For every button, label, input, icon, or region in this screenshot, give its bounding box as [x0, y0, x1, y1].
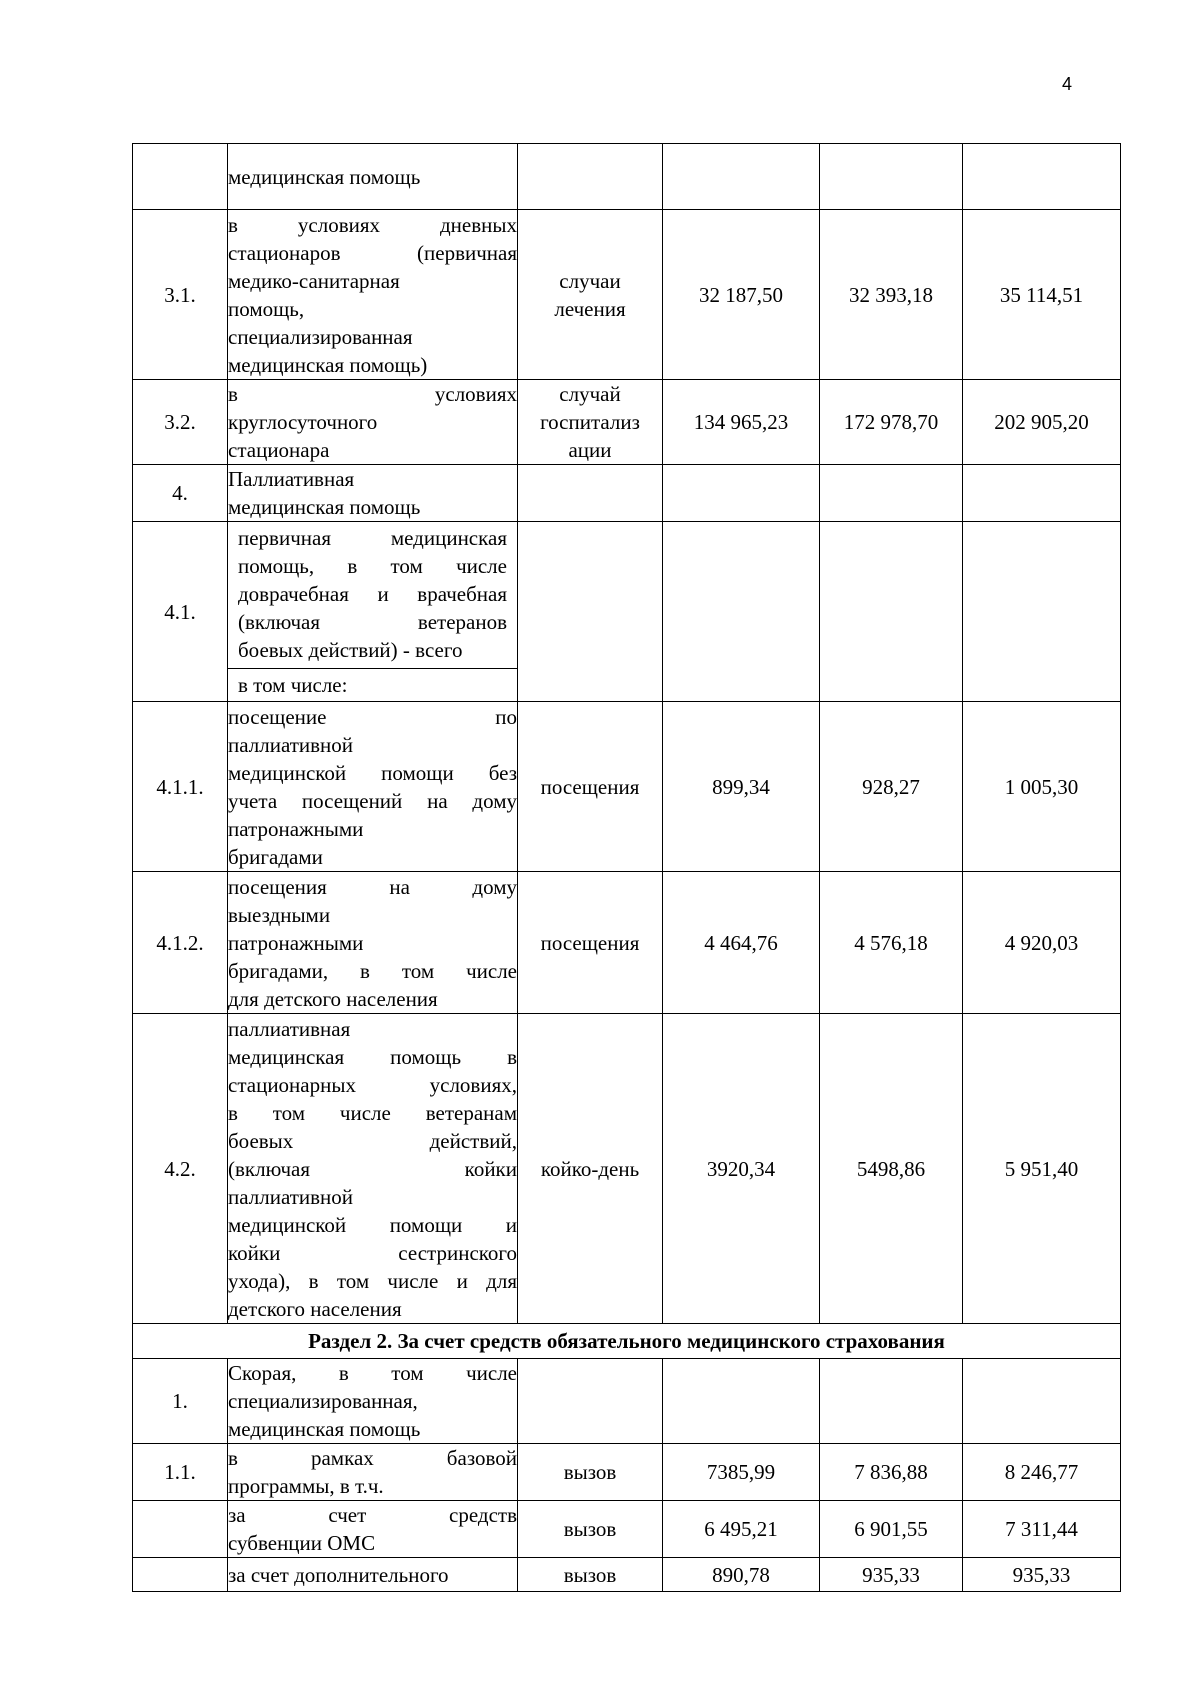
text-line: медицинская помощь в [228, 1044, 517, 1069]
text-line: стационаров (первичная [228, 240, 517, 265]
value-year-1: 890,78 [663, 1558, 820, 1592]
row-number [133, 1558, 228, 1592]
text-line: за счет средств [228, 1503, 517, 1527]
value-year-3: 935,33 [963, 1558, 1121, 1592]
unit-cell [518, 1014, 663, 1324]
text-line: за счет дополнительного [228, 1562, 449, 1587]
unit-line: случай [559, 382, 621, 406]
value-year-2: 4 576,18 [820, 872, 963, 1014]
value-year-2 [820, 144, 963, 210]
row-number: 3.1. [133, 210, 228, 380]
row-description [228, 1444, 518, 1501]
text-line: в том числе ветеранам [228, 1100, 517, 1125]
subheading: в том числе: [238, 673, 348, 697]
text-line: выездными [228, 902, 331, 927]
section-row [133, 1324, 1121, 1359]
unit-line: вызов [563, 1562, 617, 1587]
row-description [228, 1014, 518, 1324]
table-row [133, 1444, 1121, 1501]
table-row [133, 1014, 1121, 1324]
unit-cell [518, 1501, 663, 1558]
text-line: медицинская помощь [228, 1417, 421, 1441]
tariff-table [132, 143, 1121, 1592]
row-description [228, 1501, 518, 1558]
value-year-1 [663, 522, 820, 702]
text-line: Скорая, в том числе [228, 1361, 517, 1385]
text-line: патронажными [228, 930, 364, 955]
value-year-2 [820, 465, 963, 522]
row-description [228, 872, 518, 1014]
text-line: медико-санитарная [228, 268, 400, 293]
table-row [133, 522, 1121, 702]
text-line: помощь, [228, 296, 305, 321]
text-line: в рамках базовой [228, 1446, 517, 1470]
value-year-3: 202 905,20 [963, 380, 1121, 465]
text-line: боевых действий) - всего [238, 638, 463, 662]
text-line: субвенции ОМС [228, 1531, 376, 1555]
page-number: 4 [1062, 74, 1073, 94]
value-year-3: 5 951,40 [963, 1014, 1121, 1324]
row-description [228, 1558, 518, 1592]
unit-cell [518, 144, 663, 210]
unit-line: вызов [563, 1517, 617, 1541]
unit-line: случаи [559, 268, 621, 293]
value-year-1: 4 464,76 [663, 872, 820, 1014]
value-year-1: 6 495,21 [663, 1501, 820, 1558]
text-line: боевых действий, [228, 1128, 517, 1153]
text-line: медицинской помощи без [228, 760, 517, 785]
value-year-1: 32 187,50 [663, 210, 820, 380]
table-row [133, 465, 1121, 522]
value-year-1: 134 965,23 [663, 380, 820, 465]
row-description [228, 522, 518, 702]
text-line: посещение по [228, 704, 517, 729]
value-year-2 [820, 1359, 963, 1444]
unit-cell [518, 465, 663, 522]
text-line: стационара [228, 438, 330, 462]
row-number [133, 1501, 228, 1558]
unit-cell [518, 210, 663, 380]
row-number: 4.1.2. [133, 872, 228, 1014]
text-line: специализированная, [228, 1389, 418, 1413]
text-line: стационарных условиях, [228, 1072, 517, 1097]
value-year-1: 899,34 [663, 702, 820, 872]
unit-cell [518, 1444, 663, 1501]
row-description [228, 1359, 518, 1444]
row-number: 1. [133, 1359, 228, 1444]
value-year-3: 4 920,03 [963, 872, 1121, 1014]
value-year-1 [663, 465, 820, 522]
text-line: (включая койки [228, 1156, 517, 1181]
unit-cell [518, 702, 663, 872]
unit-cell [518, 1359, 663, 1444]
row-number: 4.1. [133, 522, 228, 702]
value-year-2: 172 978,70 [820, 380, 963, 465]
row-description [228, 465, 518, 522]
row-number: 4.1.1. [133, 702, 228, 872]
value-year-2: 935,33 [820, 1558, 963, 1592]
value-year-2: 32 393,18 [820, 210, 963, 380]
value-year-2: 7 836,88 [820, 1444, 963, 1501]
text-line: медицинская помощь [228, 495, 421, 519]
unit-line: вызов [563, 1460, 617, 1484]
table-row [133, 144, 1121, 210]
unit-line: койко-день [540, 1156, 640, 1181]
value-year-1: 3920,34 [663, 1014, 820, 1324]
text-line: паллиативной [228, 732, 354, 757]
value-year-3: 1 005,30 [963, 702, 1121, 872]
table-row [133, 872, 1121, 1014]
value-year-3: 35 114,51 [963, 210, 1121, 380]
row-description [228, 144, 518, 210]
unit-cell [518, 1558, 663, 1592]
text-line: бригадами, в том числе [228, 958, 517, 983]
text-line: (включая ветеранов [238, 610, 507, 634]
value-year-2: 928,27 [820, 702, 963, 872]
value-year-3 [963, 522, 1121, 702]
text-line: учета посещений на дому [228, 788, 517, 813]
unit-line: посещения [540, 930, 640, 955]
value-year-2 [820, 522, 963, 702]
value-year-2: 6 901,55 [820, 1501, 963, 1558]
text-line: паллиативная [228, 1016, 351, 1041]
text-line: помощь, в том числе [238, 554, 507, 578]
value-year-1 [663, 144, 820, 210]
unit-cell [518, 522, 663, 702]
text-line: Паллиативная [228, 467, 355, 491]
text-line: ухода), в том числе и для [228, 1268, 517, 1293]
text-line: медицинской помощи и [228, 1212, 517, 1237]
value-year-3: 8 246,77 [963, 1444, 1121, 1501]
table-row [133, 210, 1121, 380]
table-row [133, 380, 1121, 465]
value-year-3: 7 311,44 [963, 1501, 1121, 1558]
table-row [133, 1359, 1121, 1444]
row-number: 3.2. [133, 380, 228, 465]
section-title: Раздел 2. За счет средств обязательного медицинского страхования [133, 1324, 1121, 1359]
value-year-2: 5498,86 [820, 1014, 963, 1324]
table-row [133, 1558, 1121, 1592]
row-description [228, 210, 518, 380]
table-row [133, 702, 1121, 872]
text-line: патронажными [228, 816, 364, 841]
unit-cell [518, 380, 663, 465]
text-line: койки сестринского [228, 1240, 517, 1265]
value-year-3 [963, 465, 1121, 522]
row-number: 4.2. [133, 1014, 228, 1324]
text-line: программы, в т.ч. [228, 1474, 384, 1498]
text-line: в условиях [228, 382, 517, 406]
value-year-3 [963, 144, 1121, 210]
text-line: доврачебная и врачебная [238, 582, 507, 606]
text-line: паллиативной [228, 1184, 354, 1209]
text-line: специализированная [228, 324, 413, 349]
row-number: 1.1. [133, 1444, 228, 1501]
text-line: в условиях дневных [228, 212, 517, 237]
unit-line: ации [568, 438, 612, 462]
value-year-1 [663, 1359, 820, 1444]
text-line: посещения на дому [228, 874, 517, 899]
text-line: медицинская помощь) [228, 352, 428, 377]
unit-line: лечения [554, 296, 626, 321]
text-line: круглосуточного [228, 410, 378, 434]
table-row [133, 1501, 1121, 1558]
row-description [228, 702, 518, 872]
unit-line: госпитализ [540, 410, 640, 434]
text-line: медицинская помощь [228, 164, 421, 189]
description-block [228, 522, 517, 669]
text-line: для детского населения [228, 986, 438, 1011]
row-number [133, 144, 228, 210]
value-year-3 [963, 1359, 1121, 1444]
text-line: первичная медицинская [238, 526, 507, 550]
row-description [228, 380, 518, 465]
text-line: детского населения [228, 1296, 402, 1321]
unit-line: посещения [540, 774, 640, 799]
value-year-1: 7385,99 [663, 1444, 820, 1501]
row-number: 4. [133, 465, 228, 522]
unit-cell [518, 872, 663, 1014]
text-line: бригадами [228, 844, 323, 869]
